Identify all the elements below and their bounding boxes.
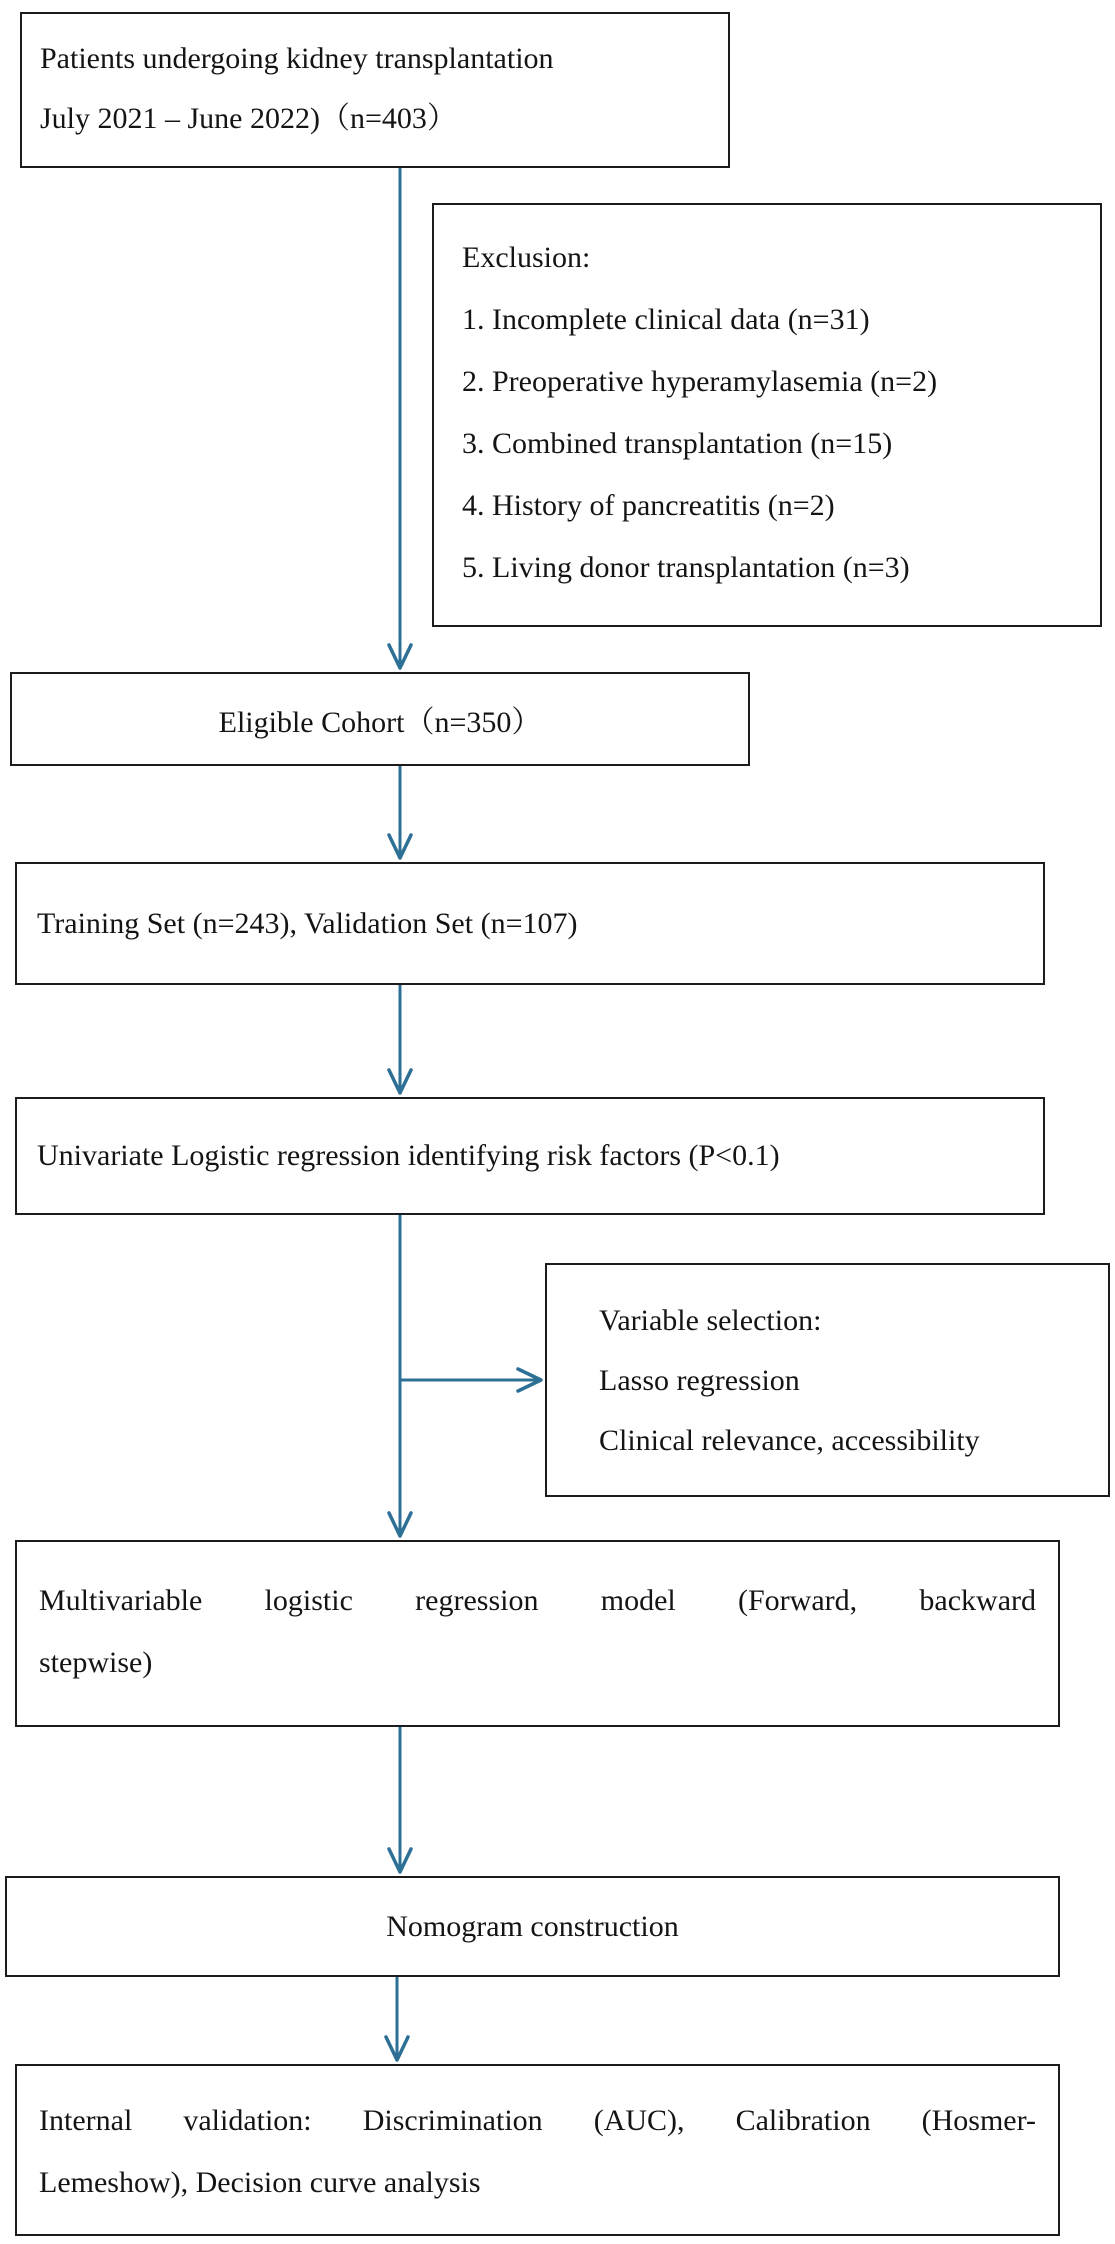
variable-selection-item: Clinical relevance, accessibility <box>599 1424 980 1457</box>
multivariable-model-box <box>15 1540 1060 1727</box>
univariate-regression-label: Univariate Logistic regression identifying risk factors (P<0.1) <box>37 1139 780 1172</box>
exclusion-title: Exclusion: <box>462 241 591 274</box>
variable-selection-box <box>545 1263 1110 1497</box>
exclusion-item: 5. Living donor transplantation (n=3) <box>462 551 910 584</box>
patients-box <box>20 12 730 168</box>
variable-selection-title: Variable selection: <box>599 1304 822 1337</box>
exclusion-item: 4. History of pancreatitis (n=2) <box>462 489 835 522</box>
exclusion-item: 1. Incomplete clinical data (n=31) <box>462 303 870 336</box>
nomogram-label: Nomogram construction <box>386 1909 679 1943</box>
training-validation-label: Training Set (n=243), Validation Set (n=107) <box>37 906 578 940</box>
eligible-cohort-box <box>10 672 750 766</box>
training-validation-box <box>15 862 1045 985</box>
internal-validation-line2: Lemeshow), Decision curve analysis <box>39 2166 481 2199</box>
nomogram-box <box>5 1876 1060 1977</box>
patients-box-line1: Patients undergoing kidney transplantation <box>40 42 554 75</box>
eligible-cohort-label: Eligible Cohort（n=350） <box>218 706 542 739</box>
internal-validation-line1: Internal validation: Discrimination (AUC), Calibration (Hosmer- <box>39 2104 1036 2137</box>
univariate-regression-box <box>15 1097 1045 1215</box>
patients-box-line2: July 2021 – June 2022)（n=403） <box>40 102 457 135</box>
exclusion-item: 3. Combined transplantation (n=15) <box>462 427 893 460</box>
multivariable-model-line1: Multivariable logistic regression model (Forward, backward <box>39 1584 1036 1617</box>
variable-selection-item: Lasso regression <box>599 1364 800 1397</box>
internal-validation-box <box>15 2064 1060 2236</box>
multivariable-model-line2: stepwise) <box>39 1646 153 1679</box>
exclusion-item: 2. Preoperative hyperamylasemia (n=2) <box>462 365 938 398</box>
exclusion-box <box>432 203 1102 627</box>
